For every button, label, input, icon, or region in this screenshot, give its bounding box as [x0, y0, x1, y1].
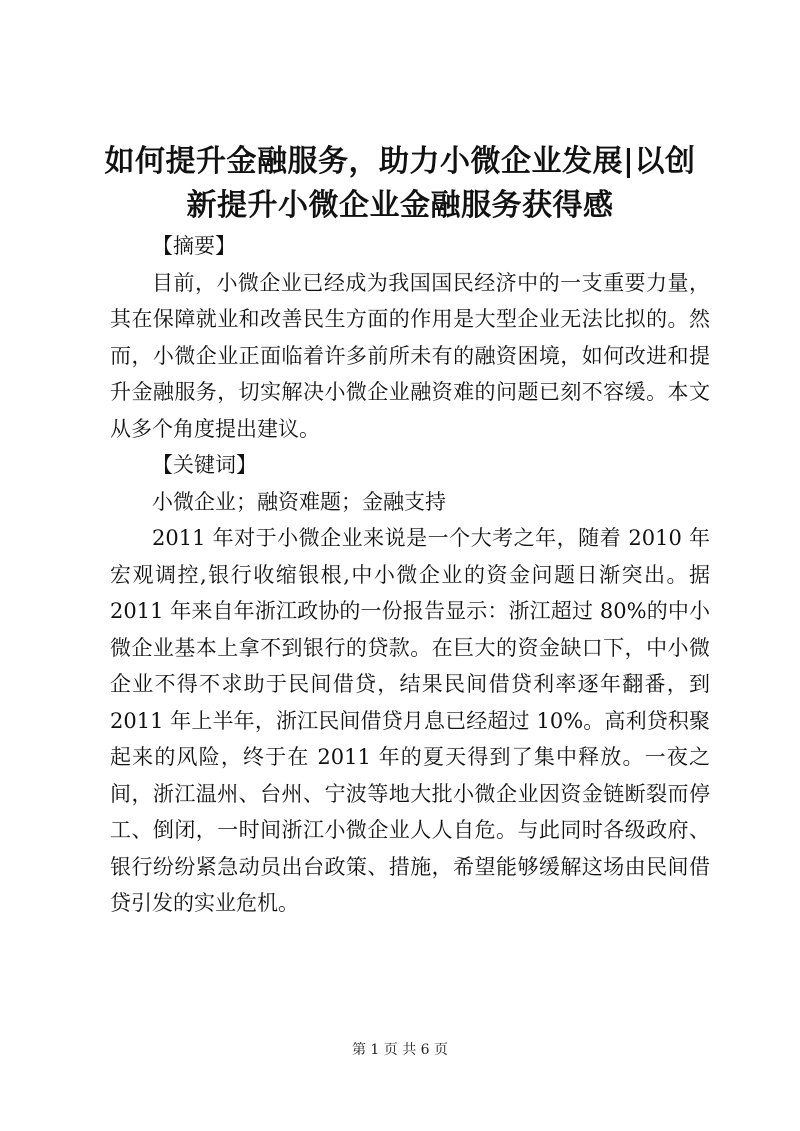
body-paragraph: 2011 年对于小微企业来说是一个大考之年，随着 2010 年宏观调控,银行收缩银根,中小微企业的资金问题日渐突出。据 2011 年来自年浙江政协的一份报告显示：浙江超过 80%的中小微企业基本上拿不到银行的贷款。在巨大的资金缺口下，中小微企业不得不求助于民间借贷，结果民间借贷利率逐年翻番，到 2011 年上半年，浙江民间借贷月息已经超过 10%。高利贷积聚起来的风险，终于在 2011 年的夏天得到了集中释放。一夜之间，浙江温州、台州、宁波等地大批小微企业因资金链断裂而停工、倒闭，一时间浙江小微企业人人自危。与此同时各级政府、银行纷纷紧急动员出台政策、措施，希望能够缓解这场由民间借贷引发的实业危机。: [110, 526, 710, 915]
keywords-paragraph: 小微企业；融资难题；金融支持: [152, 489, 446, 514]
abstract-paragraph: 目前，小微企业已经成为我国国民经济中的一支重要力量，其在保障就业和改善民生方面的作用是大型企业无法比拟的。然而，小微企业正面临着许多前所未有的融资困境，如何改进和提升金融服务，切实解决小微企业融资难的问题已刻不容缓。本文从多个角度提出建议。: [110, 270, 710, 441]
keywords-heading: 【关键词】: [152, 453, 257, 477]
document-body: [110, 228, 710, 922]
title-line-2: 新提升小微企业金融服务获得感: [186, 188, 614, 223]
document-title: [100, 140, 700, 228]
title-line-1: 如何提升金融服务，助力小微企业发展|以创: [104, 144, 696, 179]
page-footer: 第 1 页 共 6 页: [351, 1042, 449, 1058]
abstract-heading: 【摘要】: [152, 234, 236, 258]
